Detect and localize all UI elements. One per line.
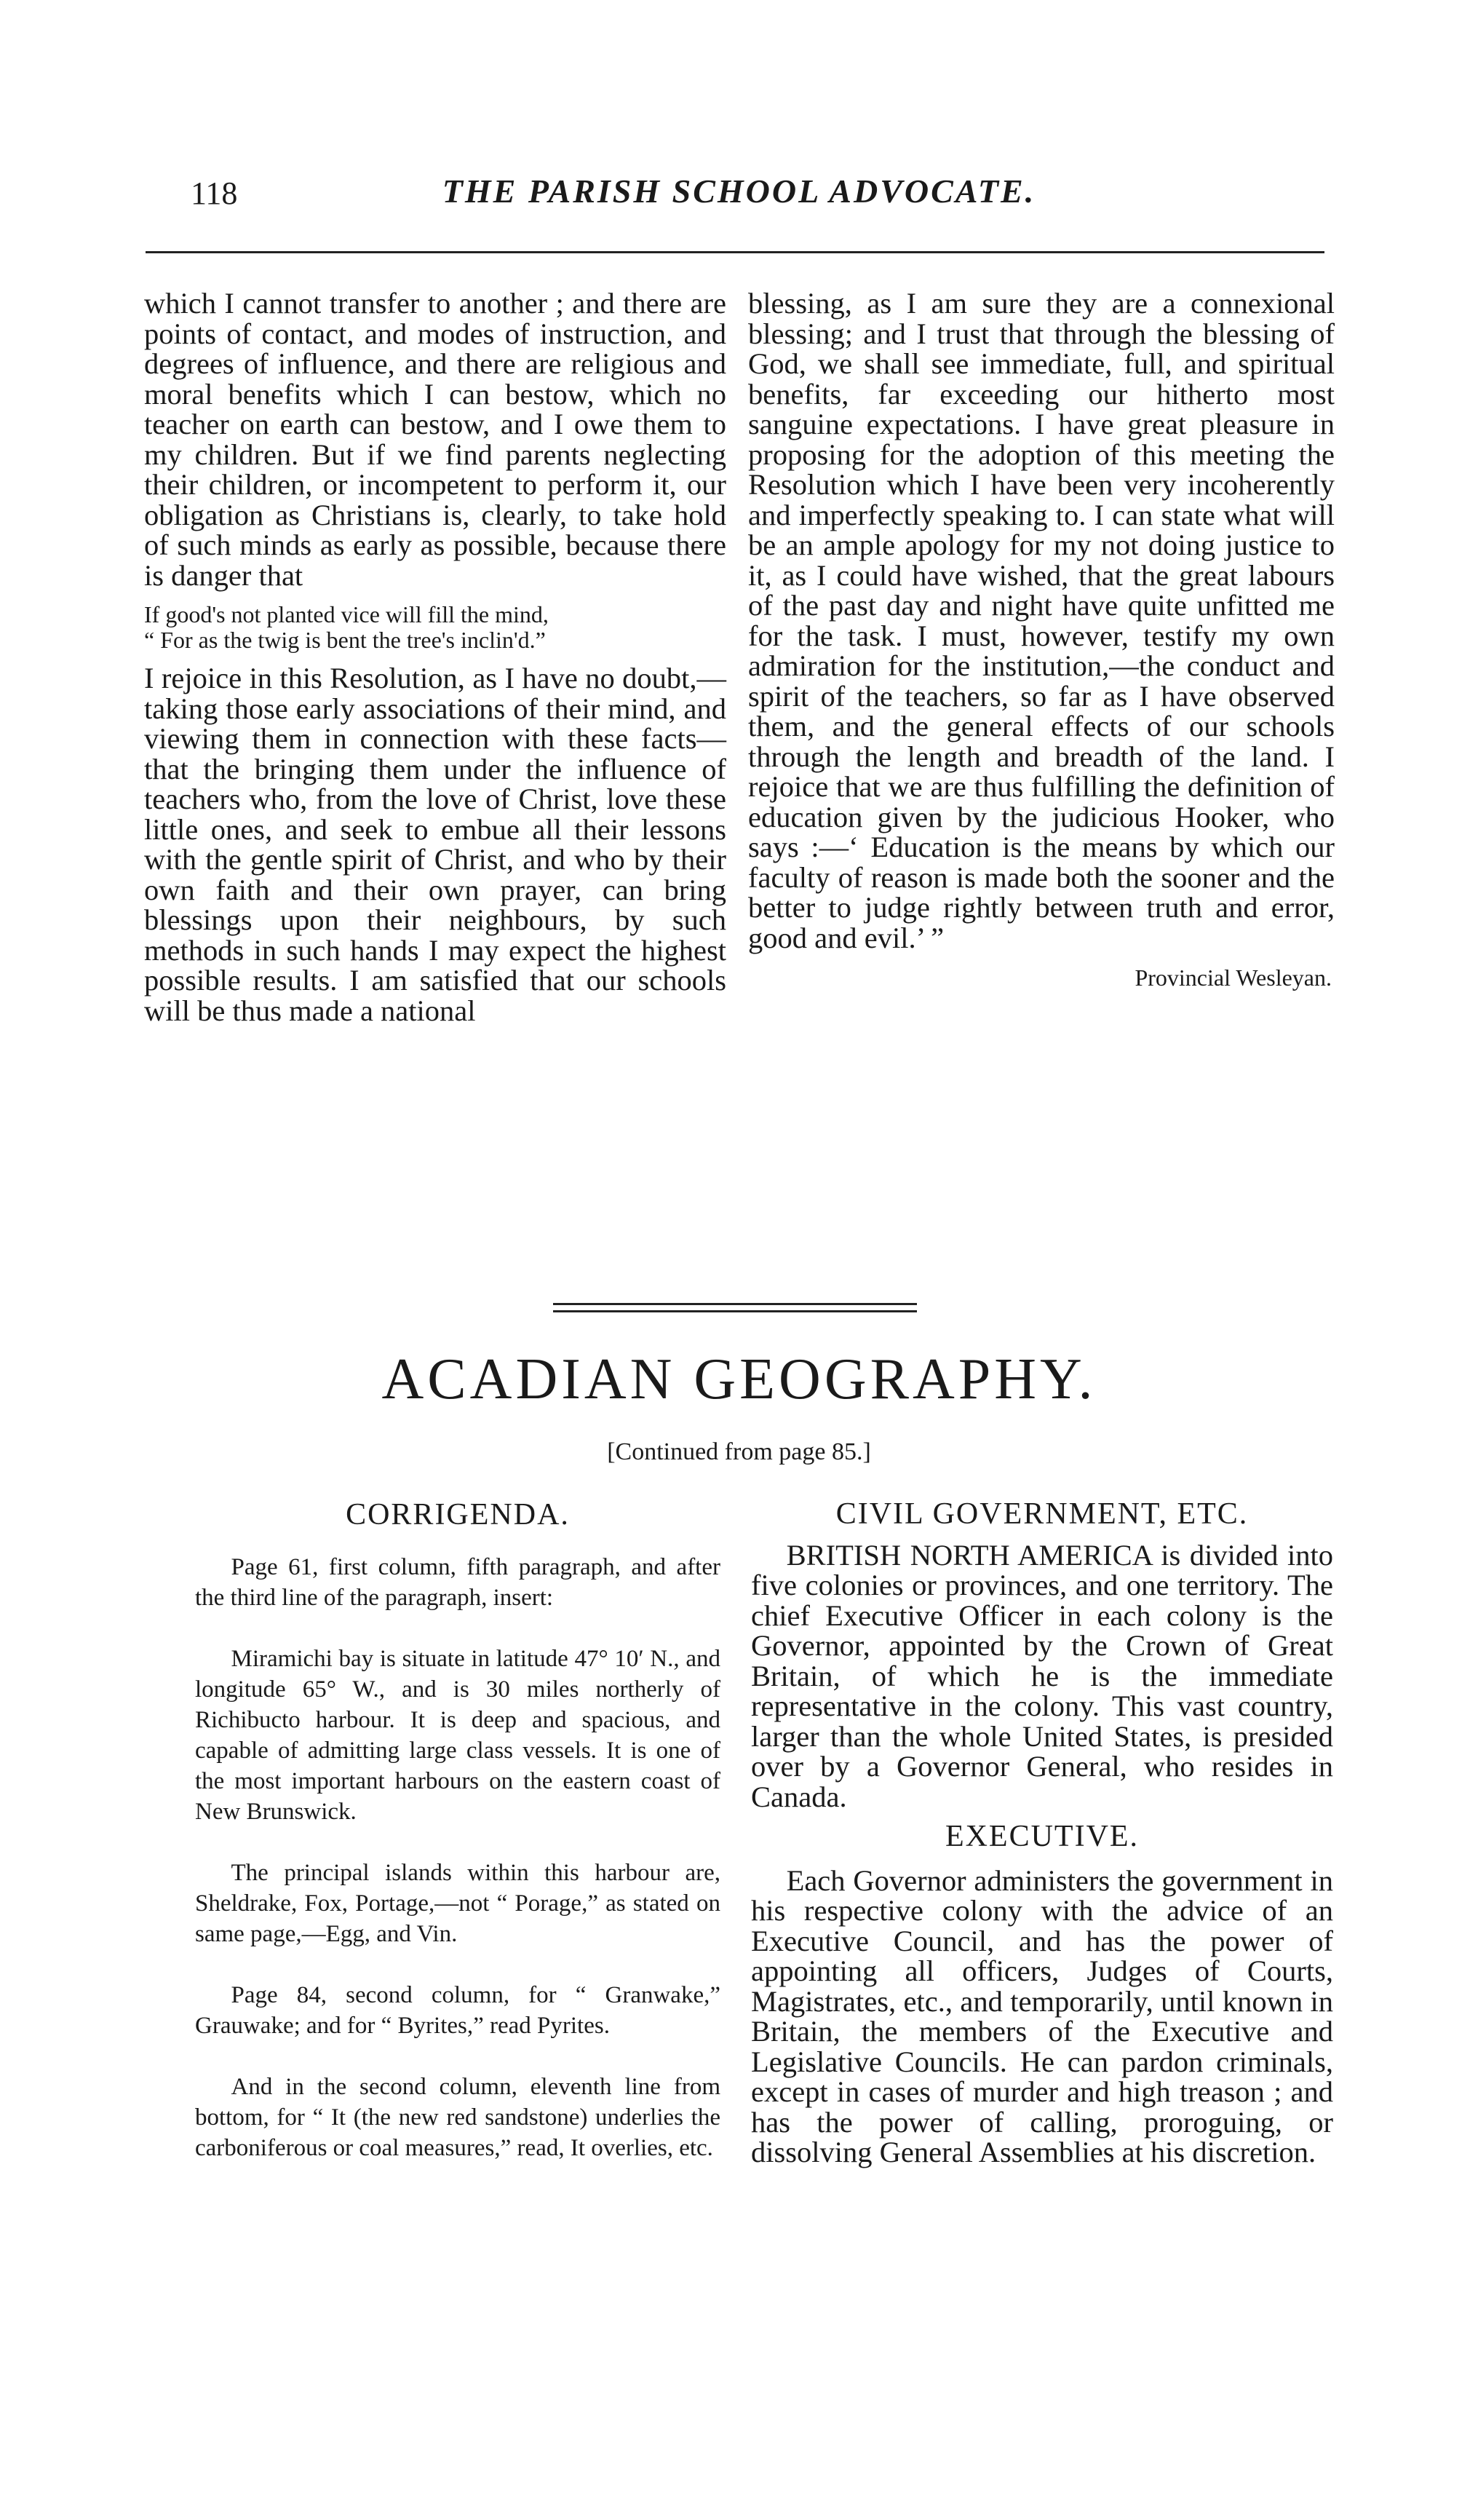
corrigenda-paragraph: The principal islands within this harbour are, Sheldrake, Fox, Portage,—not “ Porage,” as stated on same page,—Egg, and Vin. [195,1860,720,1947]
corrigenda-column [195,1499,720,2194]
running-title: THE PARISH SCHOOL ADVOCATE. [442,173,1036,210]
civil-government-column [751,1499,1333,2168]
continued-note: [Continued from page 85.] [607,1438,871,1465]
article-title: ACADIAN GEOGRAPHY. [381,1347,1097,1411]
section-heading: EXECUTIVE. [945,1820,1140,1853]
corrigenda-paragraph: Miramichi bay is situate in latitude 47° 10′ N., and longitude 65° W., and is 30 miles northerly of Richibucto harbour. It is deep and spacious, and capable of admitting large class vessels. It is one of the most important harbours on the eastern coast of New Brunswick. [195,1646,720,1825]
section-divider-rule [553,1310,917,1312]
section-heading: CORRIGENDA. [346,1498,570,1532]
letter-left-column [144,288,726,1026]
poem-line: “ For as the twig is bent the tree's inclin'd.” [144,627,546,653]
page-number: 118 [191,175,238,211]
letter-paragraph: I rejoice in this Resolution, as I have no doubt,—taking those early associations of their mind, and viewing them in connection with these facts—that the bringing them under the influence of teachers who, from the love of Christ, love these little ones, and seek to embue all their lessons with the gentle spirit of Christ, and who by their own faith and their own prayer, can bring blessings upon their neighbours, by such methods in such hands I may expect the highest possible results. I am satisfied that our schools will be thus made a national [144,662,726,1027]
header-rule [146,251,1324,253]
government-paragraph: Each Governor administers the government in his respective colony with the advice of an Executive Council, and has the power of appointing all officers, Judges of Courts, Magistrates, etc., and temporarily, until known in Britain, the members of the Executive and Legislative Councils. He can pardon criminals, except in cases of murder and high treason ; and has the power of calling, proroguing, or dissolving General Assemblies at his discretion. [751,1863,1333,2168]
poem-line: If good's not planted vice will fill the mind, [144,601,549,627]
letter-paragraph: which I cannot transfer to another ; and there are points of contact, and modes of instruction, and degrees of influence, and there are religious and moral benefits which I can bestow, which no teacher on earth can bestow, and I owe them to my children. But if we find parents neglecting their children, or incompetent to perform it, our obligation as Christians is, clearly, to take hold of such minds as early as possible, because there is danger that [144,287,726,592]
government-paragraph: BRITISH NORTH AMERICA is divided into five colonies or provinces, and one territory. The chief Executive Officer in each colony is the Governor, appointed by the Crown of Great Britain, of which he is the immediate representative in the colony. This vast country, larger than the whole United States, is presided over by a Governor General, who resides in Canada. [751,1538,1333,1813]
letter-right-column [748,288,1335,994]
section-divider-rule [553,1303,917,1305]
signature: Provincial Wesleyan. [1135,964,1332,991]
corrigenda-paragraph: Page 84, second column, for “ Granwake,” Grauwake; and for “ Byrites,” read Pyrites. [195,1982,720,2039]
corrigenda-paragraph: Page 61, first column, fifth paragraph, and after the third line of the paragraph, insert: [195,1554,720,1611]
letter-paragraph: blessing, as I am sure they are a connexional blessing; and I trust that through the blessing of God, we shall see immediate, full, and spiritual benefits, far exceeding our hitherto most sanguine expectations. I have great pleasure in proposing for the adoption of this meeting the Resolution which I have been very incoherently and imperfectly speaking to. I can state what will be an ample apology for my not doing justice to it, as I could have wished, that the great labours of the past day and night have quite unfitted me for the task. I must, however, testify my own admiration for the institution,—the conduct and spirit of the teachers, so far as I have observed them, and the general effects of our schools through the length and breadth of the land. I rejoice that we are thus fulfilling the definition of education given by the judicious Hooker, who says :—‘ Education is the means by which our faculty of reason is made both the sooner and the better to judge rightly between truth and error, good and evil.’ ” [748,287,1335,954]
section-heading: CIVIL GOVERNMENT, ETC. [835,1497,1249,1531]
poem-quote [144,602,726,653]
corrigenda-paragraph: And in the second column, eleventh line from bottom, for “ It (the new red sandstone) underlies the carboniferous or coal measures,” read, It overlies, etc. [195,2074,720,2161]
